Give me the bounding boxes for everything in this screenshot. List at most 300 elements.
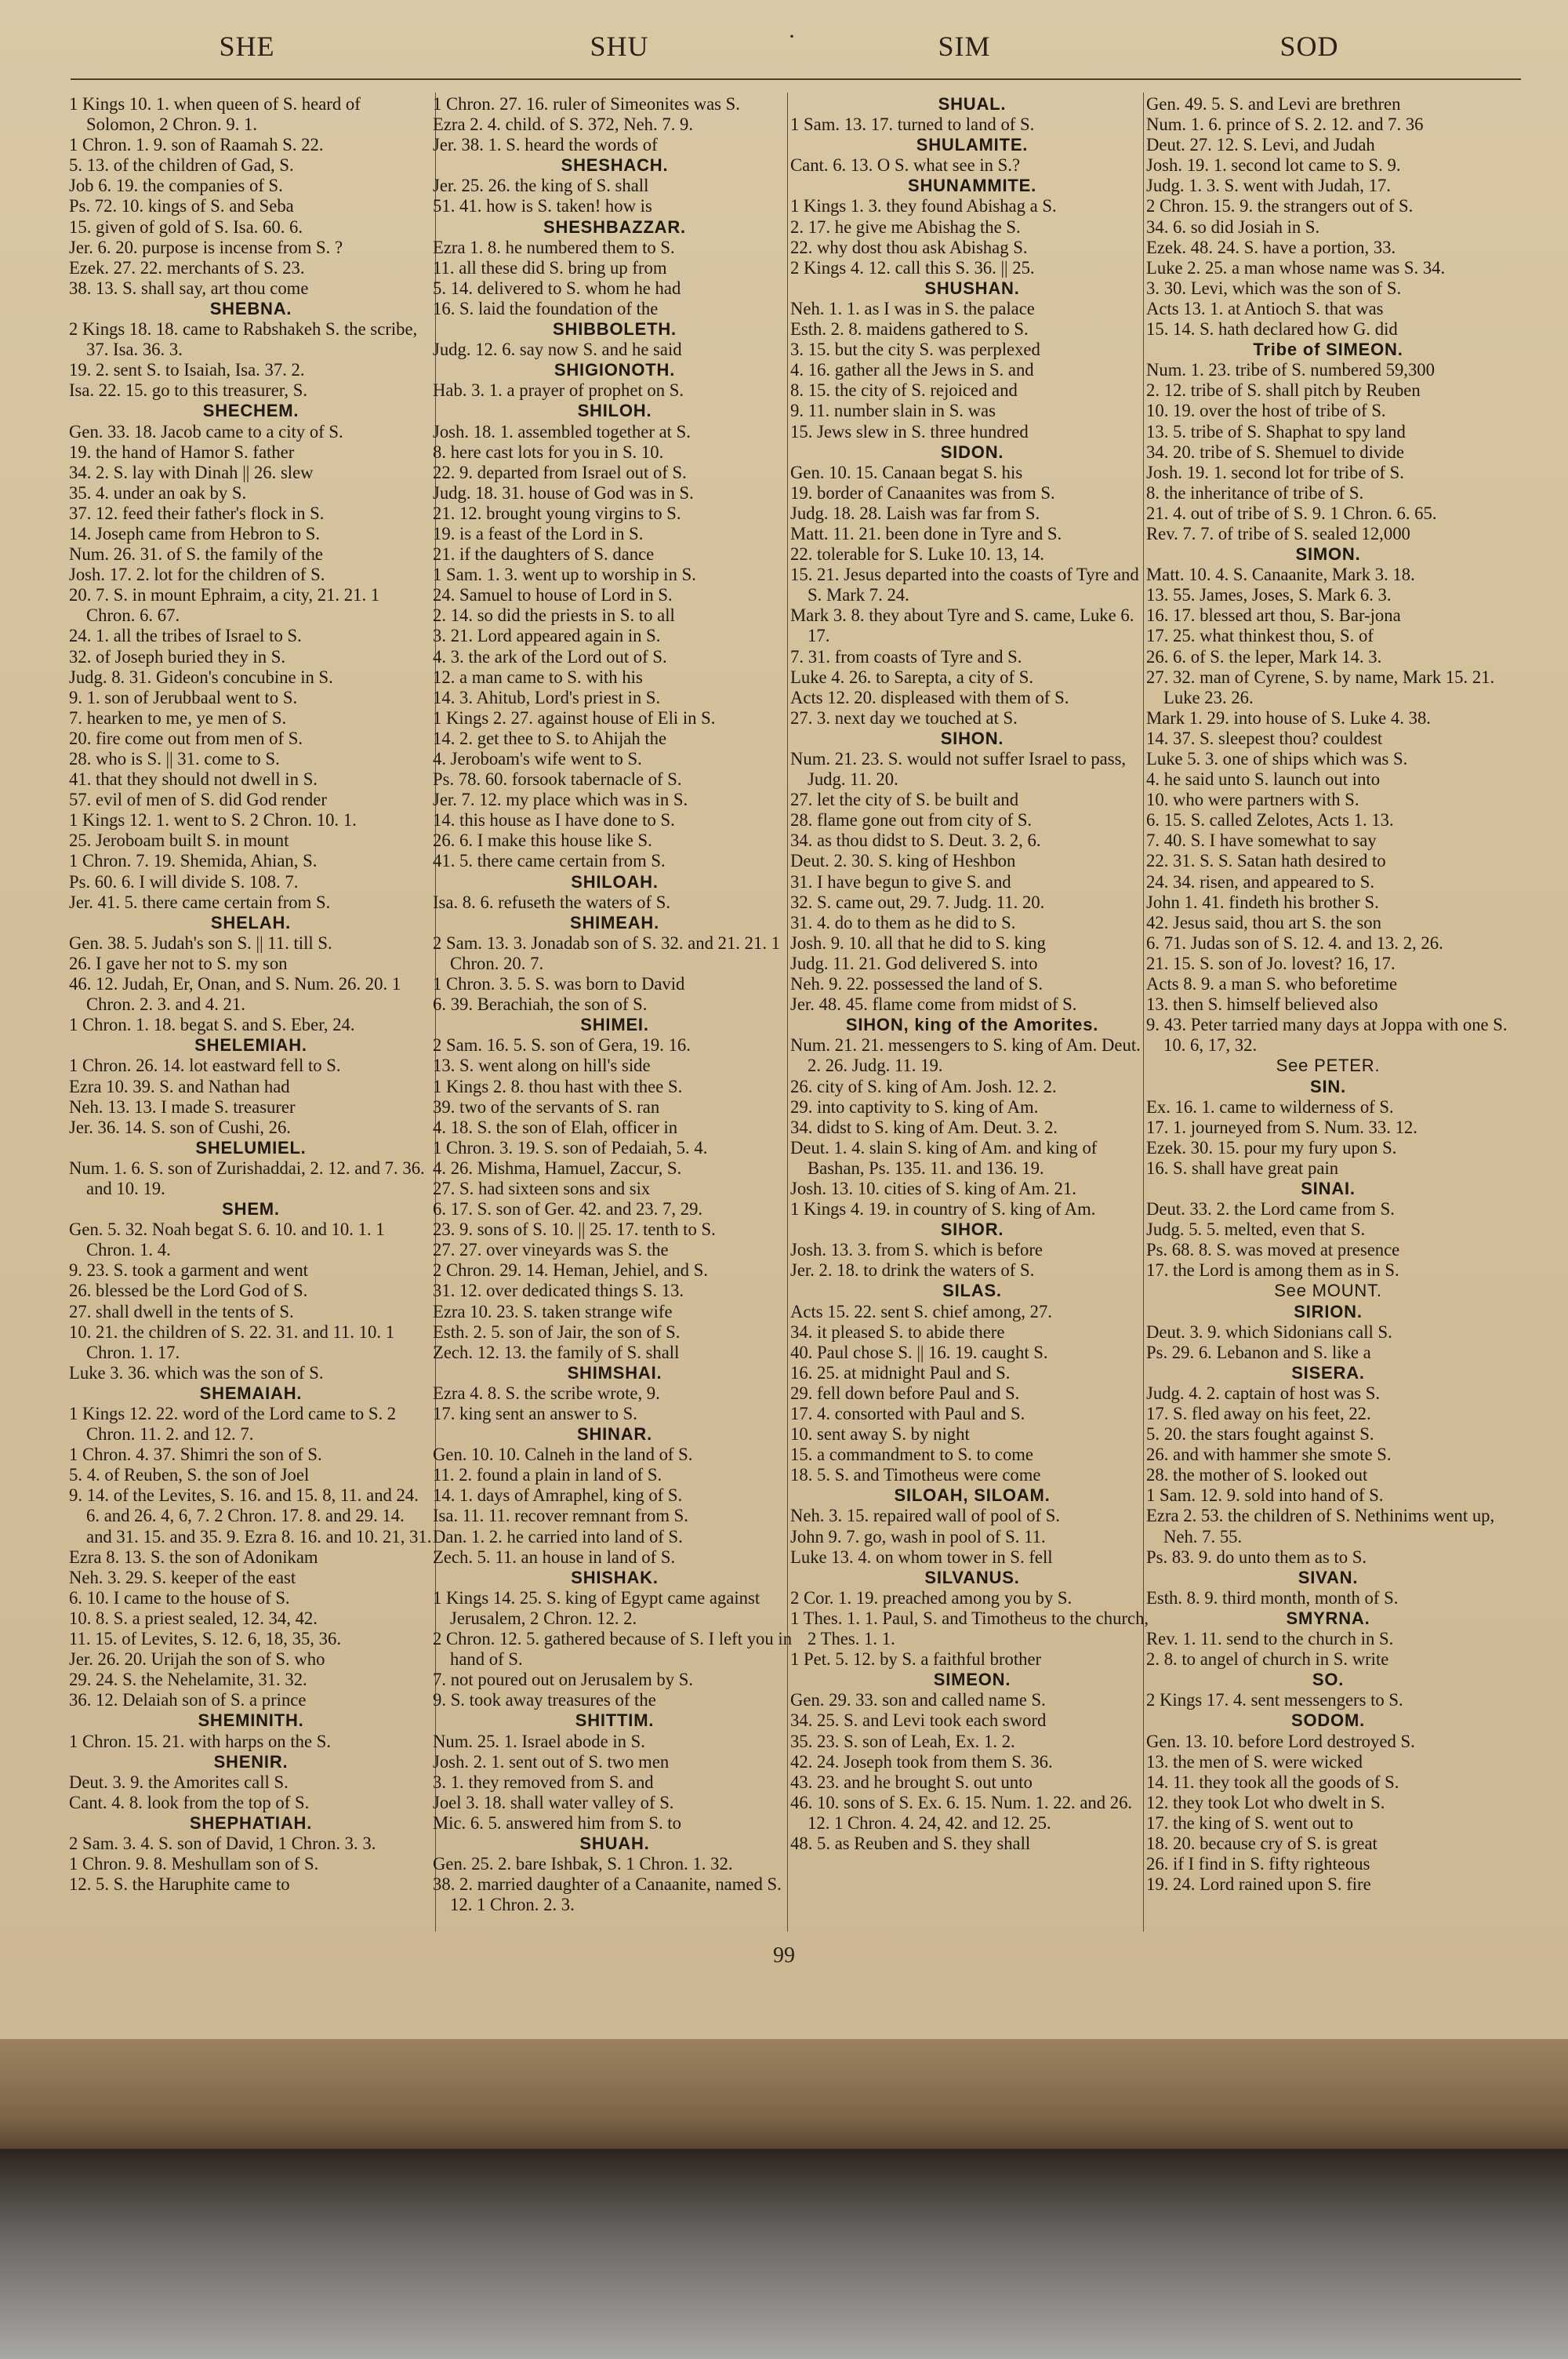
concordance-line: Deut. 33. 2. the Lord came from S. — [1146, 1199, 1395, 1219]
concordance-line: 5. 20. the stars fought against S. — [1146, 1424, 1374, 1445]
concordance-line: 9. 14. of the Levites, S. 16. and 15. 8, 11. and 24. 6. and 26. 4, 6, 7. 2 Chron. 17. 8. and 29. 14. and 31. 15. and 35. 9. Ezra 8. 16. and 10. 21, 31. — [69, 1485, 432, 1547]
concordance-line: 26. city of S. king of Am. Josh. 12. 2. — [790, 1076, 1057, 1096]
concordance-line: 26. 6. I make this house like S. — [433, 831, 652, 851]
concordance-line: 17. 4. consorted with Paul and S. — [790, 1404, 1025, 1423]
concordance-line: 28. who is S. || 31. come to S. — [69, 749, 280, 769]
entry-heading: SHIMSHAI. — [567, 1362, 662, 1383]
concordance-line: 17. 25. what thinkest thou, S. of — [1146, 626, 1374, 646]
concordance-line: Judg. 4. 2. captain of host was S. — [1146, 1383, 1381, 1403]
concordance-line: Gen. 25. 2. bare Ishbak, S. 1 Chron. 1. 32. — [433, 1854, 733, 1874]
concordance-line: 21. if the daughters of S. dance — [433, 544, 655, 565]
concordance-line: 4. 26. Mishma, Hamuel, Zaccur, S. — [433, 1158, 682, 1178]
concordance-line: Neh. 3. 15. repaired wall of pool of S. — [790, 1506, 1061, 1526]
concordance-line: 6. 10. I came to the house of S. — [69, 1587, 290, 1608]
concordance-line: 29. into captivity to S. king of Am. — [790, 1096, 1039, 1117]
concordance-line: 22. why dost thou ask Abishag S. — [790, 237, 1028, 257]
concordance-line: Ezek. 27. 22. merchants of S. 23. — [69, 257, 305, 278]
concordance-line: 3. 21. Lord appeared again in S. — [433, 626, 661, 646]
concordance-line: Ezra 2. 53. the children of S. Nethinims went up, Neh. 7. 55. — [1146, 1506, 1495, 1547]
concordance-line: Num. 21. 21. messengers to S. king of Am. Deut. 2. 26. Judg. 11. 19. — [790, 1035, 1141, 1076]
concordance-line: 3. 15. but the city S. was perplexed — [790, 340, 1040, 360]
concordance-line: Isa. 8. 6. refuseth the waters of S. — [433, 892, 671, 912]
concordance-line: 1 Kings 12. 22. word of the Lord came to S. 2 Chron. 11. 2. and 12. 7. — [69, 1404, 397, 1445]
concordance-line: 31. 12. over dedicated things S. 13. — [433, 1281, 684, 1301]
concordance-line: 27. 27. over vineyards was S. the — [433, 1240, 669, 1260]
entry-heading: SHESHACH. — [561, 155, 669, 176]
entry-heading: SO. — [1312, 1670, 1345, 1690]
concordance-line: 11. all these did S. bring up from — [433, 257, 667, 278]
concordance-line: 46. 12. Judah, Er, Onan, and S. Num. 26. 20. 1 Chron. 2. 3. and 4. 21. — [69, 974, 401, 1015]
concordance-column — [1146, 94, 1510, 1937]
concordance-line: 21. 12. brought young virgins to S. — [433, 503, 681, 523]
concordance-line: Matt. 10. 4. S. Canaanite, Mark 3. 18. — [1146, 565, 1415, 585]
concordance-line: 16. 17. blessed art thou, S. Bar-jona — [1146, 605, 1401, 626]
entry-heading: SHEBNA. — [209, 298, 292, 318]
concordance-line: 10. sent away S. by night — [790, 1424, 970, 1445]
concordance-line: 3. 1. they removed from S. and — [433, 1772, 654, 1792]
concordance-line: 1 Thes. 1. 1. Paul, S. and Timotheus to the church, 2 Thes. 1. 1. — [790, 1608, 1149, 1649]
concordance-line: Jer. 36. 14. S. son of Cushi, 26. — [69, 1117, 291, 1137]
concordance-line: Gen. 5. 32. Noah begat S. 6. 10. and 10. 1. 1 Chron. 1. 4. — [69, 1219, 385, 1260]
running-head: SHU — [590, 31, 649, 62]
concordance-line: Jer. 26. 20. Urijah the son of S. who — [69, 1649, 325, 1670]
concordance-line: Jer. 2. 18. to drink the waters of S. — [790, 1260, 1035, 1281]
concordance-line: 1 Chron. 4. 37. Shimri the son of S. — [69, 1445, 322, 1465]
concordance-line: Acts 8. 9. a man S. who beforetime — [1146, 974, 1398, 994]
concordance-line: 1 Chron. 15. 21. with harps on the S. — [69, 1731, 331, 1751]
concordance-line: Num. 26. 31. of S. the family of the — [69, 544, 323, 565]
concordance-line: 15. 21. Jesus departed into the coasts of Tyre and S. Mark 7. 24. — [790, 565, 1139, 605]
concordance-line: Josh. 2. 1. sent out of S. two men — [433, 1751, 670, 1772]
concordance-line: 2 Kings 4. 12. call this S. 36. || 25. — [790, 257, 1035, 278]
concordance-line: 15. 14. S. hath declared how G. did — [1146, 319, 1398, 340]
concordance-line: 1 Kings 1. 3. they found Abishag a S. — [790, 196, 1057, 216]
concordance-line: 26. 6. of S. the leper, Mark 14. 3. — [1146, 646, 1382, 667]
concordance-line: 19. the hand of Hamor S. father — [69, 442, 295, 462]
entry-heading: SIVAN. — [1298, 1567, 1359, 1587]
concordance-line: 26. blessed be the Lord God of S. — [69, 1281, 308, 1301]
concordance-line: 6. 71. Judas son of S. 12. 4. and 13. 2, 26. — [1146, 932, 1443, 953]
concordance-line: Jer. 48. 45. flame come from midst of S. — [790, 994, 1077, 1015]
concordance-line: 34. didst to S. king of Am. Deut. 3. 2. — [790, 1117, 1058, 1137]
concordance-line: Dan. 1. 2. he carried into land of S. — [433, 1526, 683, 1547]
entry-heading: SIHON, king of the Amorites. — [845, 1015, 1099, 1035]
concordance-line: 20. fire come out from men of S. — [69, 728, 303, 748]
concordance-line: Num. 1. 6. S. son of Zurishaddai, 2. 12. and 7. 36. and 10. 19. — [69, 1158, 425, 1198]
concordance-line: Luke 13. 4. on whom tower in S. fell — [790, 1547, 1053, 1567]
concordance-line: 35. 23. S. son of Leah, Ex. 1. 2. — [790, 1731, 1015, 1751]
concordance-column — [69, 94, 433, 1937]
concordance-line: Judg. 5. 5. melted, even that S. — [1146, 1219, 1366, 1240]
concordance-line: Josh. 9. 10. all that he did to S. king — [790, 932, 1046, 953]
concordance-line: 17. the king of S. went out to — [1146, 1812, 1354, 1833]
concordance-line: Jer. 6. 20. purpose is incense from S. ? — [69, 237, 343, 257]
concordance-line: 9. 11. number slain in S. was — [790, 401, 996, 421]
concordance-line: 43. 23. and he brought S. out unto — [790, 1772, 1033, 1792]
concordance-line: 34. it pleased S. to abide there — [790, 1321, 1005, 1342]
concordance-line: 2 Chron. 15. 9. the strangers out of S. — [1146, 196, 1414, 216]
concordance-line: Ezra 10. 39. S. and Nathan had — [69, 1076, 290, 1096]
concordance-line: Gen. 49. 5. S. and Levi are brethren — [1146, 94, 1401, 114]
concordance-line: 1 Kings 2. 8. thou hast with thee S. — [433, 1076, 683, 1096]
concordance-line: 41. 5. there came certain from S. — [433, 851, 666, 871]
concordance-line: Rev. 7. 7. of tribe of S. sealed 12,000 — [1146, 523, 1410, 543]
concordance-line: 35. 4. under an oak by S. — [69, 482, 247, 503]
entry-heading: SHILOH. — [577, 401, 652, 421]
entry-heading: SHESHBAZZAR. — [543, 216, 686, 237]
concordance-line: 46. 10. sons of S. Ex. 6. 15. Num. 1. 22. and 26. 12. 1 Chron. 4. 24, 42. and 12. 25. — [790, 1792, 1133, 1833]
concordance-line: 18. 20. because cry of S. is great — [1146, 1833, 1377, 1853]
concordance-line: 14. 3. Ahitub, Lord's priest in S. — [433, 687, 661, 707]
concordance-line: Ps. 83. 9. do unto them as to S. — [1146, 1547, 1367, 1567]
entry-heading: SIHOR. — [940, 1219, 1004, 1240]
concordance-line: 40. Paul chose S. || 16. 19. caught S. — [790, 1342, 1048, 1362]
concordance-line: 1 Sam. 13. 17. turned to land of S. — [790, 114, 1035, 135]
entry-heading: SHELAH. — [210, 912, 292, 932]
concordance-line: 13. 55. James, Joses, S. Mark 6. 3. — [1146, 585, 1392, 605]
concordance-line: 2. 8. to angel of church in S. write — [1146, 1649, 1389, 1670]
concordance-line: Judg. 18. 28. Laish was far from S. — [790, 503, 1040, 523]
concordance-line: Ezra 4. 8. S. the scribe wrote, 9. — [433, 1383, 660, 1403]
entry-heading: SMYRNA. — [1286, 1608, 1370, 1628]
concordance-line: 24. 1. all the tribes of Israel to S. — [69, 626, 302, 646]
concordance-line: 28. flame gone out from city of S. — [790, 810, 1033, 831]
concordance-line: Luke 3. 36. which was the son of S. — [69, 1362, 324, 1383]
concordance-line: 57. evil of men of S. did God render — [69, 790, 327, 810]
concordance-line: 19. 2. sent S. to Isaiah, Isa. 37. 2. — [69, 360, 305, 380]
concordance-line: 15. a commandment to S. to come — [790, 1445, 1034, 1465]
running-head: SOD — [1279, 31, 1339, 62]
concordance-line: 16. 25. at midnight Paul and S. — [790, 1362, 1011, 1383]
concordance-line: Luke 2. 25. a man whose name was S. 34. — [1146, 257, 1446, 278]
running-head: SHE — [219, 31, 275, 62]
concordance-line: Judg. 18. 31. house of God was in S. — [433, 482, 694, 503]
concordance-line: 9. S. took away treasures of the — [433, 1690, 656, 1710]
concordance-line: Num. 21. 23. S. would not suffer Israel to pass, Judg. 11. 20. — [790, 749, 1127, 790]
concordance-line: 22. 31. S. S. Satan hath desired to — [1146, 851, 1386, 871]
concordance-line: 5. 13. of the children of Gad, S. — [69, 155, 294, 176]
concordance-line: Mark 1. 29. into house of S. Luke 4. 38. — [1146, 707, 1431, 728]
concordance-line: 1 Sam. 1. 3. went up to worship in S. — [433, 565, 696, 585]
concordance-line: 26. if I find in S. fifty righteous — [1146, 1854, 1370, 1874]
entry-heading: SHEMAIAH. — [199, 1383, 303, 1403]
concordance-line: 16. S. shall have great pain — [1146, 1158, 1339, 1178]
concordance-line: 1 Chron. 7. 19. Shemida, Ahian, S. — [69, 851, 318, 871]
concordance-line: Cant. 4. 8. look from the top of S. — [69, 1792, 310, 1812]
concordance-line: 6. 39. Berachiah, the son of S. — [433, 994, 648, 1015]
concordance-line: 42. 24. Joseph took from them S. 36. — [790, 1751, 1053, 1772]
concordance-line: Ps. 72. 10. kings of S. and Seba — [69, 196, 294, 216]
concordance-line: Josh. 13. 3. from S. which is before — [790, 1240, 1044, 1260]
concordance-column — [790, 94, 1154, 1937]
entry-heading: SHINAR. — [576, 1424, 653, 1445]
concordance-line: 19. 24. Lord rained upon S. fire — [1146, 1874, 1371, 1895]
concordance-line: 2. 12. tribe of S. shall pitch by Reuben — [1146, 380, 1421, 401]
concordance-line: 1 Kings 4. 19. in country of S. king of Am. — [790, 1199, 1096, 1219]
concordance-line: 1 Kings 14. 25. S. king of Egypt came against Jerusalem, 2 Chron. 12. 2. — [433, 1587, 760, 1628]
concordance-line: 26. I gave her not to S. my son — [69, 953, 288, 973]
concordance-line: 42. Jesus said, thou art S. the son — [1146, 912, 1381, 932]
concordance-line: 7. 31. from coasts of Tyre and S. — [790, 646, 1022, 667]
concordance-line: Num. 1. 23. tribe of S. numbered 59,300 — [1146, 360, 1435, 380]
concordance-line: Acts 15. 22. sent S. chief among, 27. — [790, 1301, 1052, 1321]
concordance-line: Zech. 12. 13. the family of S. shall — [433, 1342, 680, 1362]
concordance-line: 8. 15. the city of S. rejoiced and — [790, 380, 1018, 401]
concordance-line: Gen. 10. 15. Canaan begat S. his — [790, 462, 1023, 482]
entry-heading: SIHON. — [940, 728, 1004, 748]
concordance-line: 8. here cast lots for you in S. 10. — [433, 442, 664, 462]
entry-heading: SIMON. — [1295, 544, 1361, 565]
concordance-line: 27. shall dwell in the tents of S. — [69, 1301, 294, 1321]
entry-heading: SHIBBOLETH. — [553, 319, 677, 340]
header-dot: · — [788, 24, 796, 49]
concordance-line: Ex. 16. 1. came to wilderness of S. — [1146, 1096, 1394, 1117]
concordance-line: 4. 18. S. the son of Elah, officer in — [433, 1117, 678, 1137]
concordance-line: Ezra 1. 8. he numbered them to S. — [433, 237, 675, 257]
entry-heading: SHISHAK. — [571, 1567, 659, 1587]
entry-heading: SHEPHATIAH. — [189, 1812, 313, 1833]
concordance-line: Deut. 27. 12. S. Levi, and Judah — [1146, 135, 1375, 155]
concordance-line: 6. 15. S. called Zelotes, Acts 1. 13. — [1146, 810, 1394, 831]
concordance-line: 29. 24. S. the Nehelamite, 31. 32. — [69, 1670, 307, 1690]
concordance-line: 11. 15. of Levites, S. 12. 6, 18, 35, 36. — [69, 1629, 342, 1649]
concordance-line: 9. 23. S. took a garment and went — [69, 1260, 308, 1281]
entry-heading: SIDON. — [940, 442, 1004, 462]
entry-heading: SHILOAH. — [571, 871, 659, 892]
concordance-line: 13. S. went along on hill's side — [433, 1056, 651, 1076]
concordance-line: Esth. 8. 9. third month, month of S. — [1146, 1587, 1399, 1608]
entry-heading: SHELEMIAH. — [194, 1035, 307, 1056]
concordance-line: 2 Sam. 16. 5. S. son of Gera, 19. 16. — [433, 1035, 691, 1056]
entry-heading: SODOM. — [1290, 1710, 1366, 1731]
concordance-line: 51. 41. how is S. taken! how is — [433, 196, 652, 216]
concordance-line: 21. 15. S. son of Jo. lovest? 16, 17. — [1146, 953, 1396, 973]
concordance-line: 1 Kings 2. 27. against house of Eli in S. — [433, 707, 716, 728]
concordance-line: 4. 16. gather all the Jews in S. and — [790, 360, 1034, 380]
concordance-line: Gen. 10. 10. Calneh in the land of S. — [433, 1445, 693, 1465]
concordance-line: 22. tolerable for S. Luke 10. 13, 14. — [790, 544, 1044, 565]
concordance-line: 27. 32. man of Cyrene, S. by name, Mark 15. 21. Luke 23. 26. — [1146, 667, 1495, 707]
concordance-line: Neh. 3. 29. S. keeper of the east — [69, 1567, 296, 1587]
concordance-line: 24. Samuel to house of Lord in S. — [433, 585, 673, 605]
concordance-line: Josh. 18. 1. assembled together at S. — [433, 421, 691, 442]
entry-heading: SHIGIONOTH. — [554, 360, 676, 380]
entry-heading: SHUAL. — [938, 94, 1007, 114]
concordance-line: Neh. 9. 22. possessed the land of S. — [790, 974, 1044, 994]
concordance-line: Deut. 3. 9. which Sidonians call S. — [1146, 1321, 1392, 1342]
concordance-line: 17. the Lord is among them as in S. — [1146, 1260, 1399, 1281]
concordance-line: 1 Chron. 1. 18. begat S. and S. Eber, 24. — [69, 1015, 355, 1035]
concordance-line: Esth. 2. 8. maidens gathered to S. — [790, 319, 1029, 340]
running-heads — [0, 30, 1568, 77]
concordance-line: 17. king sent an answer to S. — [433, 1404, 637, 1423]
concordance-line: 27. 3. next day we touched at S. — [790, 707, 1018, 728]
concordance-line: Ps. 78. 60. forsook tabernacle of S. — [433, 769, 682, 790]
concordance-line: 23. 9. sons of S. 10. || 25. 17. tenth to S. — [433, 1219, 716, 1240]
concordance-line: 6. 17. S. son of Ger. 42. and 23. 7, 29. — [433, 1199, 703, 1219]
entry-heading: SHUNAMMITE. — [907, 176, 1036, 196]
concordance-line: Luke 5. 3. one of ships which was S. — [1146, 749, 1408, 769]
concordance-line: Jer. 41. 5. there came certain from S. — [69, 892, 331, 912]
concordance-line: 1 Chron. 26. 14. lot eastward fell to S. — [69, 1056, 341, 1076]
entry-heading: SHIMEI. — [580, 1015, 649, 1035]
concordance-line: 10. who were partners with S. — [1146, 790, 1359, 810]
concordance-line: 4. Jeroboam's wife went to S. — [433, 749, 642, 769]
concordance-line: Deut. 1. 4. slain S. king of Am. and king of Bashan, Ps. 135. 11. and 136. 19. — [790, 1137, 1098, 1178]
concordance-line: Esth. 2. 5. son of Jair, the son of S. — [433, 1321, 681, 1342]
concordance-line: 10. 21. the children of S. 22. 31. and 11. 10. 1 Chron. 1. 17. — [69, 1321, 395, 1362]
concordance-line: Judg. 1. 3. S. went with Judah, 17. — [1146, 176, 1391, 196]
concordance-line: 2 Sam. 3. 4. S. son of David, 1 Chron. 3. 3. — [69, 1833, 376, 1853]
concordance-line: Josh. 13. 10. cities of S. king of Am. 21. — [790, 1178, 1076, 1198]
concordance-line: 24. 34. risen, and appeared to S. — [1146, 871, 1375, 892]
concordance-line: 34. 2. S. lay with Dinah || 26. slew — [69, 462, 314, 482]
concordance-line: Ezra 2. 4. child. of S. 372, Neh. 7. 9. — [433, 114, 694, 135]
concordance-line: Gen. 38. 5. Judah's son S. || 11. till S. — [69, 932, 332, 953]
entry-heading: SILOAH, SILOAM. — [894, 1485, 1051, 1506]
entry-heading: SHENIR. — [213, 1751, 289, 1772]
concordance-line: Neh. 13. 13. I made S. treasurer — [69, 1096, 296, 1117]
concordance-line: 41. that they should not dwell in S. — [69, 769, 318, 790]
entry-heading: SHITTIM. — [575, 1710, 655, 1731]
concordance-line: 27. S. had sixteen sons and six — [433, 1178, 651, 1198]
concordance-line: Ezek. 30. 15. pour my fury upon S. — [1146, 1137, 1397, 1158]
concordance-line: Josh. 19. 1. second lot for tribe of S. — [1146, 462, 1404, 482]
entry-heading: SHELUMIEL. — [195, 1137, 307, 1158]
concordance-line: 32. S. came out, 29. 7. Judg. 11. 20. — [790, 892, 1045, 912]
entry-heading: SHECHEM. — [202, 401, 299, 421]
cross-reference: See MOUNT. — [1274, 1281, 1382, 1301]
concordance-line: 12. a man came to S. with his — [433, 667, 643, 687]
concordance-line: Rev. 1. 11. send to the church in S. — [1146, 1629, 1394, 1649]
concordance-line: 2 Kings 18. 18. came to Rabshakeh S. the scribe, 37. Isa. 36. 3. — [69, 319, 418, 360]
entry-heading: SHUAH. — [579, 1833, 650, 1853]
concordance-line: 37. 12. feed their father's flock in S. — [69, 503, 325, 523]
page-edge-binding — [0, 2039, 1568, 2149]
concordance-line: Gen. 13. 10. before Lord destroyed S. — [1146, 1731, 1415, 1751]
concordance-line: 29. fell down before Paul and S. — [790, 1383, 1020, 1403]
concordance-line: Ezra 10. 23. S. taken strange wife — [433, 1301, 673, 1321]
concordance-line: 3. 30. Levi, which was the son of S. — [1146, 278, 1402, 298]
concordance-line: 1 Chron. 27. 16. ruler of Simeonites was S. — [433, 94, 740, 114]
concordance-line: 14. this house as I have done to S. — [433, 810, 675, 831]
concordance-line: 5. 4. of Reuben, S. the son of Joel — [69, 1465, 310, 1485]
concordance-line: 15. given of gold of S. Isa. 60. 6. — [69, 216, 303, 237]
concordance-line: Mic. 6. 5. answered him from S. to — [433, 1812, 681, 1833]
concordance-line: 8. the inheritance of tribe of S. — [1146, 482, 1364, 503]
concordance-line: 38. 2. married daughter of a Canaanite, named S. 12. 1 Chron. 2. 3. — [433, 1874, 782, 1915]
concordance-line: Job 6. 19. the companies of S. — [69, 176, 283, 196]
concordance-line: 9. 1. son of Jerubbaal went to S. — [69, 687, 298, 707]
concordance-line: 25. Jeroboam built S. in mount — [69, 831, 289, 851]
concordance-line: Num. 1. 6. prince of S. 2. 12. and 7. 36 — [1146, 114, 1424, 135]
concordance-line: Neh. 1. 1. as I was in S. the palace — [790, 298, 1035, 318]
concordance-line: 10. 19. over the host of tribe of S. — [1146, 401, 1386, 421]
concordance-line: 28. the mother of S. looked out — [1146, 1465, 1368, 1485]
concordance-line: 14. 2. get thee to S. to Ahijah the — [433, 728, 667, 748]
concordance-line: 9. 43. Peter tarried many days at Joppa with one S. 10. 6, 17, 32. — [1146, 1015, 1508, 1056]
concordance-line: Joel 3. 18. shall water valley of S. — [433, 1792, 674, 1812]
concordance-line: Num. 25. 1. Israel abode in S. — [433, 1731, 645, 1751]
concordance-line: 38. 13. S. shall say, art thou come — [69, 278, 309, 298]
concordance-line: Cant. 6. 13. O S. what see in S.? — [790, 155, 1021, 176]
concordance-line: 32. of Joseph buried they in S. — [69, 646, 286, 667]
entry-heading: SIMEON. — [933, 1670, 1011, 1690]
header-rule — [71, 78, 1521, 80]
concordance-line: 17. S. fled away on his feet, 22. — [1146, 1404, 1371, 1423]
cross-reference: See PETER. — [1276, 1056, 1381, 1076]
concordance-line: 14. Joseph came from Hebron to S. — [69, 523, 321, 543]
concordance-line: 13. the men of S. were wicked — [1146, 1751, 1363, 1772]
concordance-line: Isa. 22. 15. go to this treasurer, S. — [69, 380, 308, 401]
concordance-line: Hab. 3. 1. a prayer of prophet on S. — [433, 380, 684, 401]
concordance-line: Jer. 7. 12. my place which was in S. — [433, 790, 688, 810]
entry-heading: SISERA. — [1291, 1362, 1365, 1383]
concordance-line: Deut. 2. 30. S. king of Heshbon — [790, 851, 1016, 871]
concordance-line: Ps. 29. 6. Lebanon and S. like a — [1146, 1342, 1371, 1362]
concordance-line: Josh. 17. 2. lot for the children of S. — [69, 565, 325, 585]
concordance-line: 10. 8. S. a priest sealed, 12. 34, 42. — [69, 1608, 318, 1628]
concordance-line: 31. 4. do to them as he did to S. — [790, 912, 1016, 932]
entry-heading: SHUSHAN. — [924, 278, 1020, 298]
concordance-line: 13. then S. himself believed also — [1146, 994, 1378, 1015]
entry-heading: SIRION. — [1294, 1301, 1363, 1321]
entry-heading: SIN. — [1310, 1076, 1346, 1096]
concordance-line: 19. border of Canaanites was from S. — [790, 482, 1055, 503]
concordance-line: 14. 37. S. sleepest thou? couldest — [1146, 728, 1383, 748]
concordance-line: 13. 5. tribe of S. Shaphat to spy land — [1146, 421, 1406, 442]
concordance-line: 2 Chron. 29. 14. Heman, Jehiel, and S. — [433, 1260, 708, 1281]
concordance-line: 34. 20. tribe of S. Shemuel to divide — [1146, 442, 1404, 462]
entry-heading: SHIMEAH. — [570, 912, 659, 932]
entry-heading: SHULAMITE. — [916, 135, 1029, 155]
concordance-line: 1 Pet. 5. 12. by S. a faithful brother — [790, 1649, 1042, 1670]
concordance-line: 1 Chron. 3. 19. S. son of Pedaiah, 5. 4. — [433, 1137, 708, 1158]
concordance-line: 17. 1. journeyed from S. Num. 33. 12. — [1146, 1117, 1417, 1137]
concordance-line: Ezek. 48. 24. S. have a portion, 33. — [1146, 237, 1396, 257]
entry-heading: SINAI. — [1301, 1178, 1356, 1198]
concordance-line: John 9. 7. go, wash in pool of S. 11. — [790, 1526, 1046, 1547]
concordance-line: 20. 7. S. in mount Ephraim, a city, 21. 21. 1 Chron. 6. 67. — [69, 585, 380, 626]
concordance-line: Gen. 33. 18. Jacob came to a city of S. — [69, 421, 343, 442]
concordance-line: John 1. 41. findeth his brother S. — [1146, 892, 1379, 912]
concordance-line: Judg. 12. 6. say now S. and he said — [433, 340, 682, 360]
concordance-line: 2 Kings 17. 4. sent messengers to S. — [1146, 1690, 1403, 1710]
concordance-line: 1 Chron. 1. 9. son of Raamah S. 22. — [69, 135, 324, 155]
concordance-line: 2 Chron. 12. 5. gathered because of S. I left you in hand of S. — [433, 1629, 793, 1670]
concordance-line: 34. as thou didst to S. Deut. 3. 2, 6. — [790, 831, 1041, 851]
concordance-line: 15. Jews slew in S. three hundred — [790, 421, 1029, 442]
concordance-line: Josh. 19. 1. second lot came to S. 9. — [1146, 155, 1401, 176]
concordance-line: Luke 4. 26. to Sarepta, a city of S. — [790, 667, 1033, 687]
concordance-line: 14. 11. they took all the goods of S. — [1146, 1772, 1399, 1792]
concordance-line: 11. 2. found a plain in land of S. — [433, 1465, 662, 1485]
concordance-line: 7. hearken to me, ye men of S. — [69, 707, 287, 728]
concordance-line: Gen. 29. 33. son and called name S. — [790, 1690, 1046, 1710]
entry-heading: SILAS. — [942, 1281, 1002, 1301]
concordance-line: 21. 4. out of tribe of S. 9. 1 Chron. 6. 65. — [1146, 503, 1437, 523]
concordance-line: 48. 5. as Reuben and S. they shall — [790, 1833, 1031, 1853]
concordance-line: Jer. 25. 26. the king of S. shall — [433, 176, 649, 196]
concordance-line: 1 Kings 12. 1. went to S. 2 Chron. 10. 1. — [69, 810, 357, 831]
concordance-line: 34. 6. so did Josiah in S. — [1146, 216, 1320, 237]
running-head: SIM — [938, 31, 991, 62]
concordance-line: 4. he said unto S. launch out into — [1146, 769, 1381, 790]
concordance-line: Isa. 11. 11. recover remnant from S. — [433, 1506, 688, 1526]
entry-heading: SHEMINITH. — [198, 1710, 304, 1731]
concordance-line: 12. 5. S. the Haruphite came to — [69, 1874, 290, 1895]
concordance-line: 39. two of the servants of S. ran — [433, 1096, 660, 1117]
